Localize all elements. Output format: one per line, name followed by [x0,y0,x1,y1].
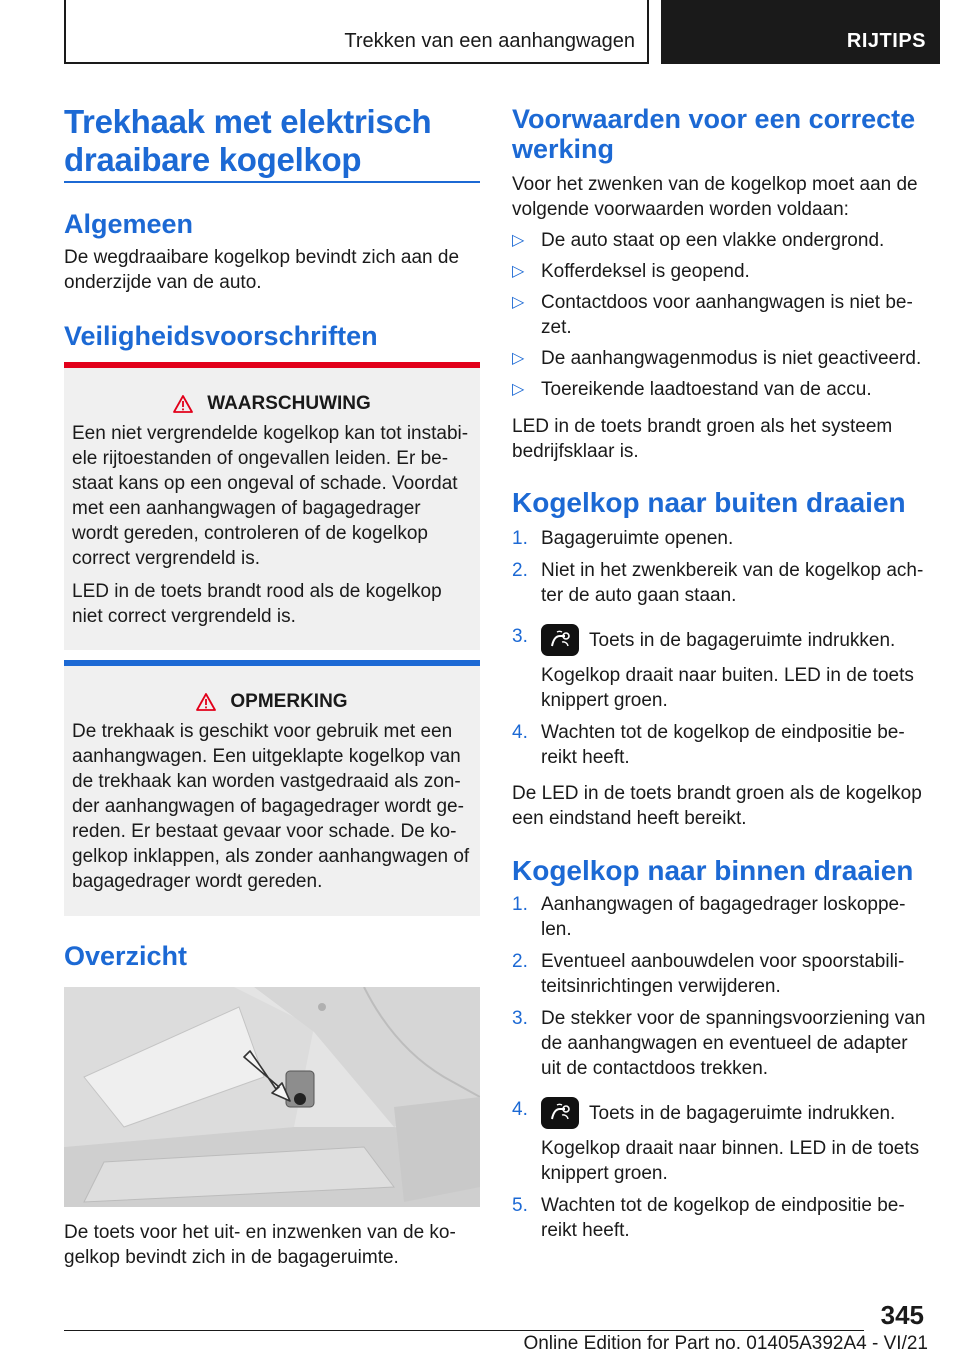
list-item: ▷ De auto staat op een vlakke ondergrond. [512,230,885,251]
heading-voorwaarden: Voorwaarden voor een correcte werking [512,104,916,164]
algemeen-text: De wegdraaibare kogelkop bevindt zich aan de onderzijde van de auto. [64,247,460,293]
voorwaarden-after: LED in de toets brandt groen als het systeem bedrijfsklaar is. [512,416,893,462]
heading-overzicht: Overzicht [64,941,188,971]
list-item: 1. Bagageruimte openen. [512,528,734,549]
list-item: 2. Niet in het zwenkbereik van de kogelkop ach-ter de auto gaan staan. [512,560,924,606]
list-item: 3. Toets in de bagageruimte indrukken. Kogelkop draait naar buiten. LED in de toets knippert groen. [512,624,928,713]
hitch-button-icon [541,1097,579,1129]
warning-title: WAARSCHUWING [207,393,371,414]
footer-edition: Online Edition for Part no. 01405A392A4 - VI/21 [523,1333,928,1354]
overzicht-caption: De toets voor het uit- en inzwenken van de ko-gelkop bevindt zich in de bagageruimte. [64,1222,456,1268]
list-triangle-icon: ▷ [512,350,525,367]
trunk-drawing [64,987,480,1207]
binnen-steps [512,892,928,1243]
voorwaarden-list [512,228,928,402]
header-title-box [64,0,649,64]
list-item: 2. Eventueel aanbouwdelen voor spoorstabili-teitsinrichtingen verwijderen. [512,951,905,997]
note-title: OPMERKING [230,691,348,712]
buiten-steps [512,526,928,770]
page-title: Trekhaak met elektrisch draaibare kogelkop [64,103,432,178]
hitch-button-icon [541,624,579,656]
warning-text-1: Een niet vergrendelde kogelkop kan tot instabi-ele rijtoestanden of ongevallen leiden. Er be-staat kans op een ongeval of schade. Voordat met een aanhangwagen of bagagedrager wordt gereden, controleren of de kogelkop correct vergrendeld is. [72,423,469,569]
warning-triangle-icon [196,693,216,711]
list-item: 4. Toets in de bagageruimte indrukken. Kogelkop draait naar binnen. LED in de toets knippert groen. [512,1097,928,1186]
note-text: De trekhaak is geschikt voor gebruik met een aanhangwagen. Een uitgeklapte kogelkop van de trekhaak kan worden vastgedraaid als zon-der aanhangwagen of bagagedrager wordt ge-reden. Er bestaat gevaar voor schade. De ko-gelkop inklappen, als zonder aanhangwagen of bagagedrager wordt gereden. [72,721,470,892]
buiten-after: De LED in de toets brandt groen als de kogelkop een eindstand heeft bereikt. [512,783,922,829]
warning-triangle-icon [173,395,193,413]
section-tab-label: RIJTIPS [846,30,926,52]
list-item: 4. Wachten tot de kogelkop de eindpositie be-reikt heeft. [512,722,905,768]
footer-rule [64,1330,864,1331]
heading-binnen: Kogelkop naar binnen draaien [512,855,914,886]
step-sub-text: Kogelkop draait naar binnen. LED in de toets knippert groen. [541,1138,920,1184]
list-item: 5. Wachten tot de kogelkop de eindpositie be-reikt heeft. [512,1195,905,1241]
list-item: 3. De stekker voor de spanningsvoorziening van de aanhangwagen en eventueel de adapter uit de contactdoos trekken. [512,1008,926,1079]
warning-text-2: LED in de toets brandt rood als de kogelkop niet correct vergrendeld is. [72,581,442,627]
heading-veiligheid: Veiligheidsvoorschriften [64,321,378,351]
voorwaarden-intro: Voor het zwenken van de kogelkop moet aan de volgende voorwaarden worden voldaan: [512,174,918,220]
list-item: 1. Aanhangwagen of bagagedrager loskoppe-len. [512,894,906,940]
list-triangle-icon: ▷ [512,263,525,280]
warning-notice [64,362,480,650]
list-item: ▷ Kofferdeksel is geopend. [512,261,750,282]
title-rule [64,181,480,183]
list-item: ▷ De aanhangwagenmodus is niet geactiveerd. [512,348,922,369]
page-number: 345 [880,1300,924,1330]
chapter-title: Trekken van een aanhangwagen [344,30,635,52]
list-triangle-icon: ▷ [512,232,525,249]
warning-bar [64,362,480,368]
step-sub-text: Kogelkop draait naar buiten. LED in de toets knippert groen. [541,665,914,711]
note-notice [64,660,480,916]
heading-algemeen: Algemeen [64,209,194,239]
list-item: ▷ Toereikende laadtoestand van de accu. [512,379,872,400]
list-triangle-icon: ▷ [512,381,525,398]
section-tab[interactable] [661,0,940,64]
list-item: ▷ Contactdoos voor aanhangwagen is niet be-zet. [512,292,913,338]
note-bar [64,660,480,666]
heading-buiten: Kogelkop naar buiten draaien [512,487,906,518]
trunk-illustration [64,987,480,1207]
list-triangle-icon: ▷ [512,294,525,311]
